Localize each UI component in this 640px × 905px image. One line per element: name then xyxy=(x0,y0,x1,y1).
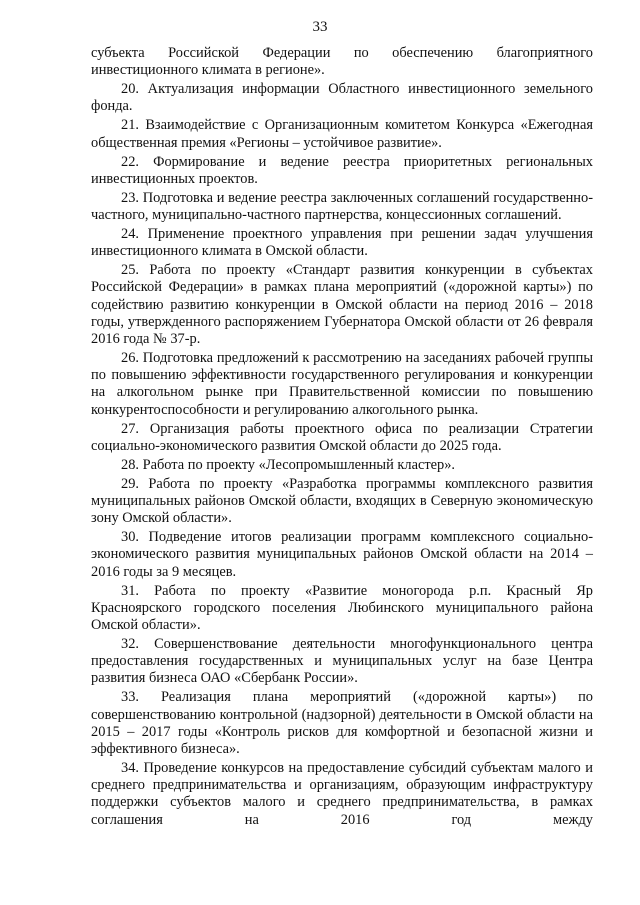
list-item-28: 28. Работа по проекту «Лесопромышленный кластер». xyxy=(121,456,456,473)
list-item-27: 27. Организация работы проектного офиса по реализации Стратегии социально-экономического развития Омской области до 2025 года. xyxy=(91,420,593,454)
list-item-24: 24. Применение проектного управления при решении задач улучшения инвестиционного климата в Омской области. xyxy=(91,226,593,260)
list-item-33: 33. Реализация плана мероприятий («дорожной карты») по совершенствованию контрольной (надзорной) деятельности в Омской области на 2015 – 2017 годы «Контроль рисков для комфортной и безопасной жизни и эффективного бизнеса». xyxy=(91,689,593,758)
list-item-22: 22. Формирование и ведение реестра приоритетных региональных инвестиционных проектов. xyxy=(91,153,593,187)
list-item-32: 32. Совершенствование деятельности многофункционального центра предоставления государственных и муниципальных услуг на базе Центра развития бизнеса ОАО «Сбербанк России». xyxy=(91,636,593,687)
document-body xyxy=(91,45,593,831)
list-item-29: 29. Работа по проекту «Разработка программы комплексного развития муниципальных районов Омской области, входящих в Северную экономическую зону Омской области». xyxy=(91,475,593,527)
list-item-30: 30. Подведение итогов реализации программ комплексного социально-экономического развития муниципальных районов Омской области на 2014 – 2016 годы за 9 месяцев. xyxy=(91,529,593,580)
list-item-34: 34. Проведение конкурсов на предоставление субсидий субъектам малого и среднего предпринимательства и организациям, образующим инфраструктуру поддержки субъектов малого и среднего предпринимательства, в рамках соглашения на 2016 год между xyxy=(91,760,593,828)
list-item-23: 23. Подготовка и ведение реестра заключенных соглашений государственно-частного, муниципально-частного партнерства, концессионных соглашений. xyxy=(91,189,593,224)
list-item-20: 20. Актуализация информации Областного инвестиционного земельного фонда. xyxy=(91,81,593,115)
page-number: 33 xyxy=(312,19,328,35)
list-item-21: 21. Взаимодействие с Организационным комитетом Конкурса «Ежегодная общественная премия «Регионы – устойчивое развитие». xyxy=(91,117,593,151)
paragraph-continuation: субъекта Российской Федерации по обеспечению благоприятного инвестиционного климата в регионе». xyxy=(91,45,593,79)
list-item-31: 31. Работа по проекту «Развитие моногорода р.п. Красный Яр Красноярского городского поселения Любинского муниципального района Омской области». xyxy=(91,582,593,634)
list-item-26: 26. Подготовка предложений к рассмотрению на заседаниях рабочей группы по повышению эффективности государственного регулирования и конкуренции на алкогольном рынке при Правительственной комиссии по повышению конкурентоспособности и регулированию алкогольного рынка. xyxy=(91,350,593,418)
list-item-25: 25. Работа по проекту «Стандарт развития конкуренции в субъектах Российской Федерации» в рамках плана мероприятий («дорожной карты») по содействию развитию конкуренции в Омской области на период 2016 – 2018 годы, утвержденного распоряжением Губернатора Омской области от 26 февраля 2016 года № 37-р. xyxy=(91,262,593,348)
